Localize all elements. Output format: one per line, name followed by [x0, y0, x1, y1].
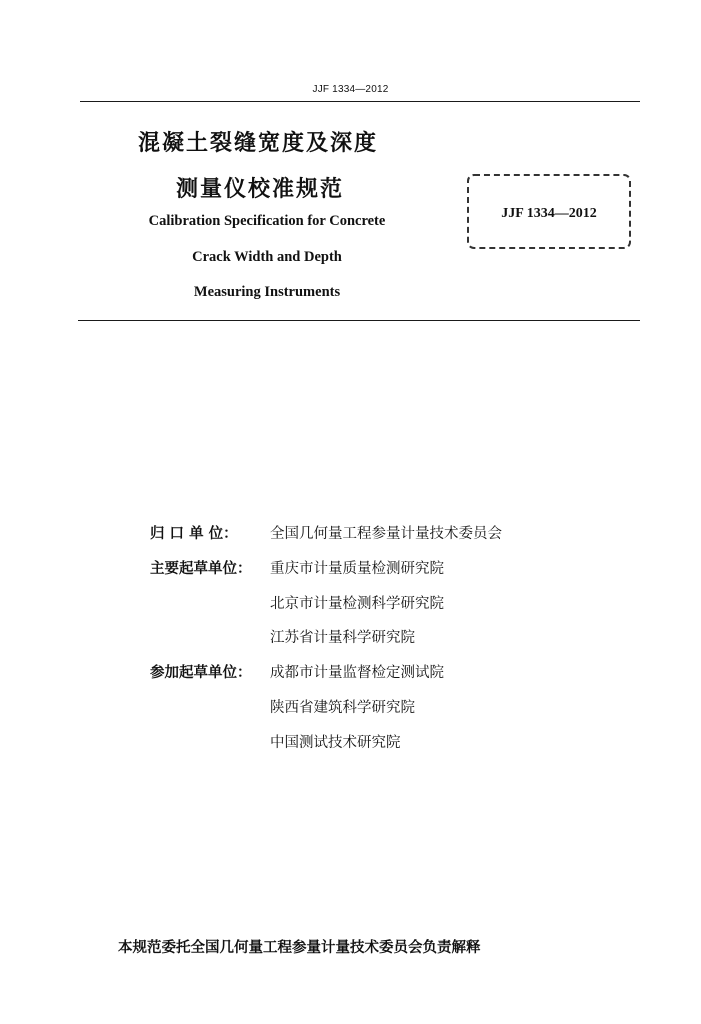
main-drafters-label: 主要起草单位：: [150, 561, 252, 577]
participant-item: 陕西省建筑科学研究院: [270, 700, 415, 716]
responsible-unit-label: 归 口 单 位：: [150, 526, 238, 542]
title-english-line1: Calibration Specification for Concrete: [148, 213, 386, 229]
title-english-line3: Measuring Instruments: [193, 284, 341, 300]
main-drafter-item: 重庆市计量质量检测研究院: [270, 561, 444, 577]
title-english-line2: Crack Width and Depth: [192, 249, 342, 265]
participant-item: 成都市计量监督检定测试院: [270, 665, 444, 681]
header-code: JJF 1334—2012: [312, 84, 389, 95]
main-drafter-item: 江苏省计量科学研究院: [270, 630, 415, 646]
participants-label: 参加起草单位：: [150, 665, 252, 681]
section-rule: [78, 320, 640, 321]
main-drafter-item: 北京市计量检测科学研究院: [270, 596, 444, 612]
standard-code-box: [467, 174, 631, 249]
title-chinese-line2: 测量仪校准规范: [176, 177, 345, 202]
standard-code: JJF 1334—2012: [501, 206, 597, 221]
title-chinese-line1: 混凝土裂缝宽度及深度: [138, 131, 379, 156]
top-rule: [80, 101, 640, 102]
responsible-unit: 全国几何量工程参量计量技术委员会: [270, 526, 502, 542]
participant-item: 中国测试技术研究院: [270, 735, 401, 751]
footer-note: 本规范委托全国几何量工程参量计量技术委员会负责解释: [118, 940, 481, 956]
